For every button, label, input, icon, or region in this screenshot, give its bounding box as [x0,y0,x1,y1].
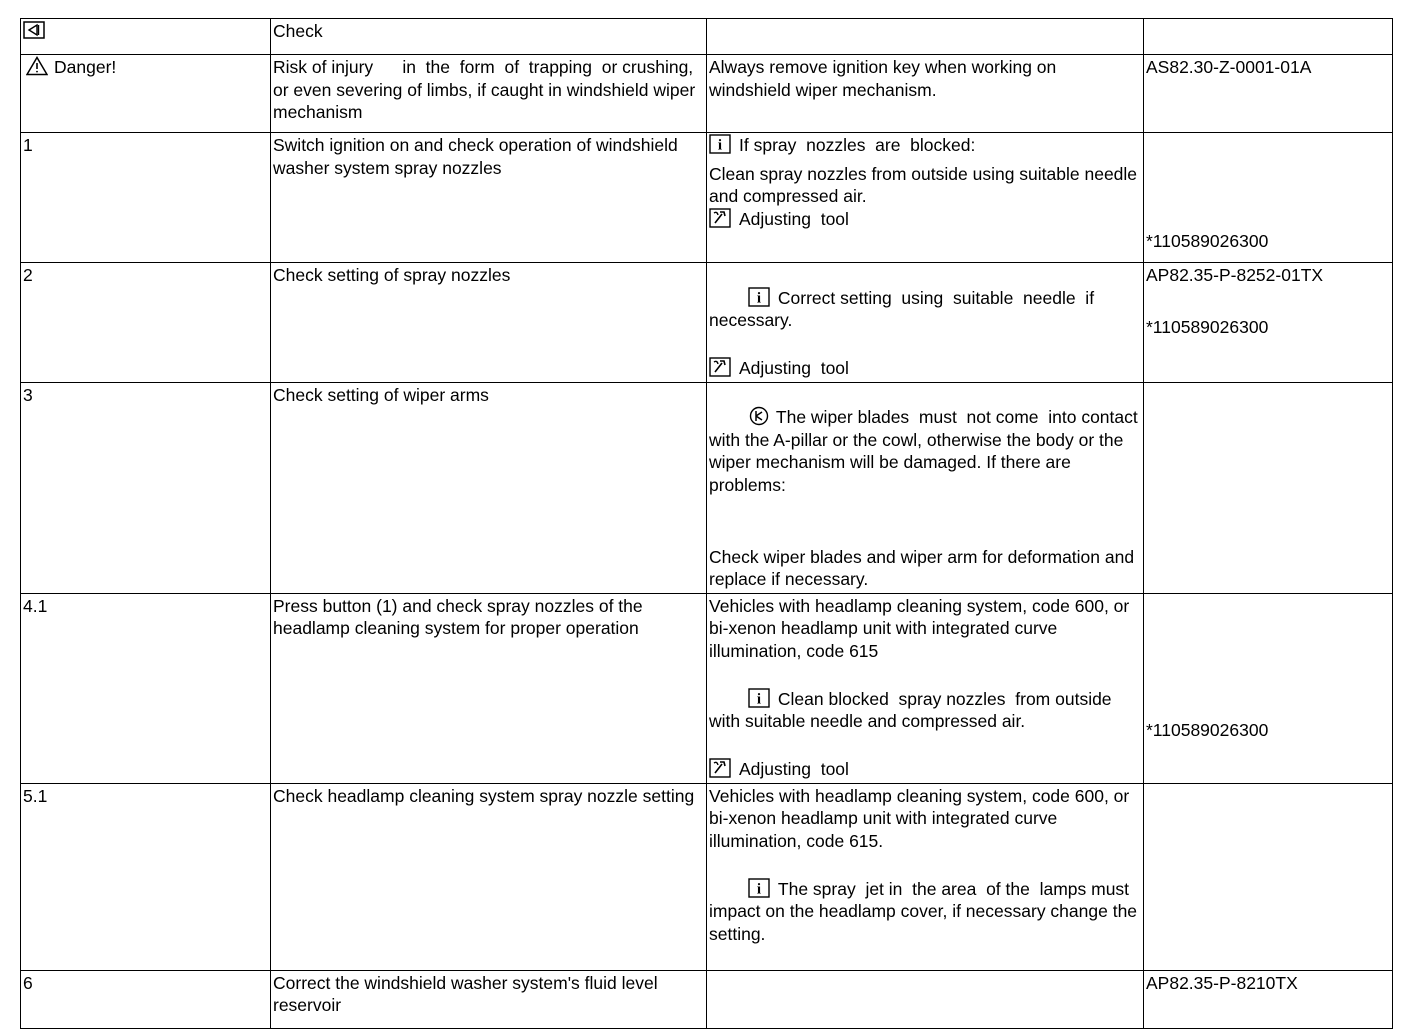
tool-ref[interactable]: *110589026300 [1146,719,1269,740]
table-row [21,133,1393,263]
table-header-row [21,19,1393,55]
svg-text:i: i [717,137,723,154]
step-action: Press button (1) and check spray nozzles of the headlamp cleaning system for proper operation [271,593,707,783]
tool-ref[interactable]: *110589026300 [1146,231,1269,251]
info-icon [709,134,731,154]
step-detail: Check wiper blades and wiper arm for deformation and replace if necessary. [709,546,1135,589]
tool-line: Adjusting tool [709,758,1141,781]
info-line: i The spray jet in the area of the lamps must impact on the headlamp cover, if necessary change the setting. [709,878,1142,944]
step-action: Switch ignition on and check operation of windshield washer system spray nozzles [271,133,707,263]
table-row [21,382,1393,593]
tool-line: Adjusting tool [709,357,1141,380]
svg-text:i: i [756,881,761,897]
danger-row [21,55,1393,133]
caution-icon [748,406,770,426]
step-number: 2 [21,263,271,383]
table-row [21,783,1393,970]
info-line: i Correct setting using suitable needle if necessary. [709,287,1099,330]
warning-triangle-icon [26,56,48,76]
back-cell [21,19,271,55]
info-icon [748,688,770,708]
caution-line: The wiper blades must not come into contact with the A-pillar or the cowl, otherwise the body or the wiper mechanism will be damaged. If there are problems: [709,407,1143,495]
vehicle-scope: Vehicles with headlamp cleaning system, code 600, or bi-xenon headlamp unit with integrated curve illumination, code 615. [709,785,1130,851]
back-icon[interactable] [23,21,45,39]
step-action: Check setting of wiper arms [271,382,707,593]
info-line: i If spray nozzles are blocked: [709,134,1141,157]
header-title: Check [271,19,707,55]
tool-line: Adjusting tool [709,208,1141,231]
step-number: 5.1 [21,783,271,970]
step-detail: Clean spray nozzles from outside using suitable needle and compressed air. [709,163,1138,206]
danger-text: Risk of injury in the form of trapping or crushing, or even severing of limbs, if caught in windshield wiper mechanism [271,55,707,133]
step-ref[interactable]: AP82.35-P-8210TX [1144,970,1393,1028]
info-icon [748,287,770,307]
danger-ref[interactable]: AS82.30-Z-0001-01A [1144,55,1393,133]
step-number: 3 [21,382,271,593]
info-line: i Clean blocked spray nozzles from outside with suitable needle and compressed air. [709,688,1117,731]
tool-ref[interactable]: *110589026300 [1146,316,1269,337]
step-action: Check setting of spray nozzles [271,263,707,383]
svg-text:i: i [756,290,761,306]
step-number: 6 [21,970,271,1028]
danger-label: Danger! [54,57,117,77]
step-action: Check headlamp cleaning system spray nozzle setting [271,783,707,970]
procedure-table [20,18,1393,1029]
adjusting-tool-icon [709,357,731,377]
adjusting-tool-icon [709,758,731,778]
table-row [21,593,1393,783]
danger-note: Always remove ignition key when working on windshield wiper mechanism. [707,55,1144,133]
step-number: 4.1 [21,593,271,783]
table-row [21,263,1393,383]
step-ref[interactable]: AP82.35-P-8252-01TX [1146,265,1324,285]
table-row [21,970,1393,1028]
adjusting-tool-icon [709,208,731,228]
vehicle-scope: Vehicles with headlamp cleaning system, code 600, or bi-xenon headlamp unit with integrated curve illumination, code 615 [709,595,1130,661]
step-number: 1 [21,133,271,263]
info-icon [748,878,770,898]
svg-text:i: i [756,691,761,707]
step-action: Correct the windshield washer system's fluid level reservoir [271,970,707,1028]
